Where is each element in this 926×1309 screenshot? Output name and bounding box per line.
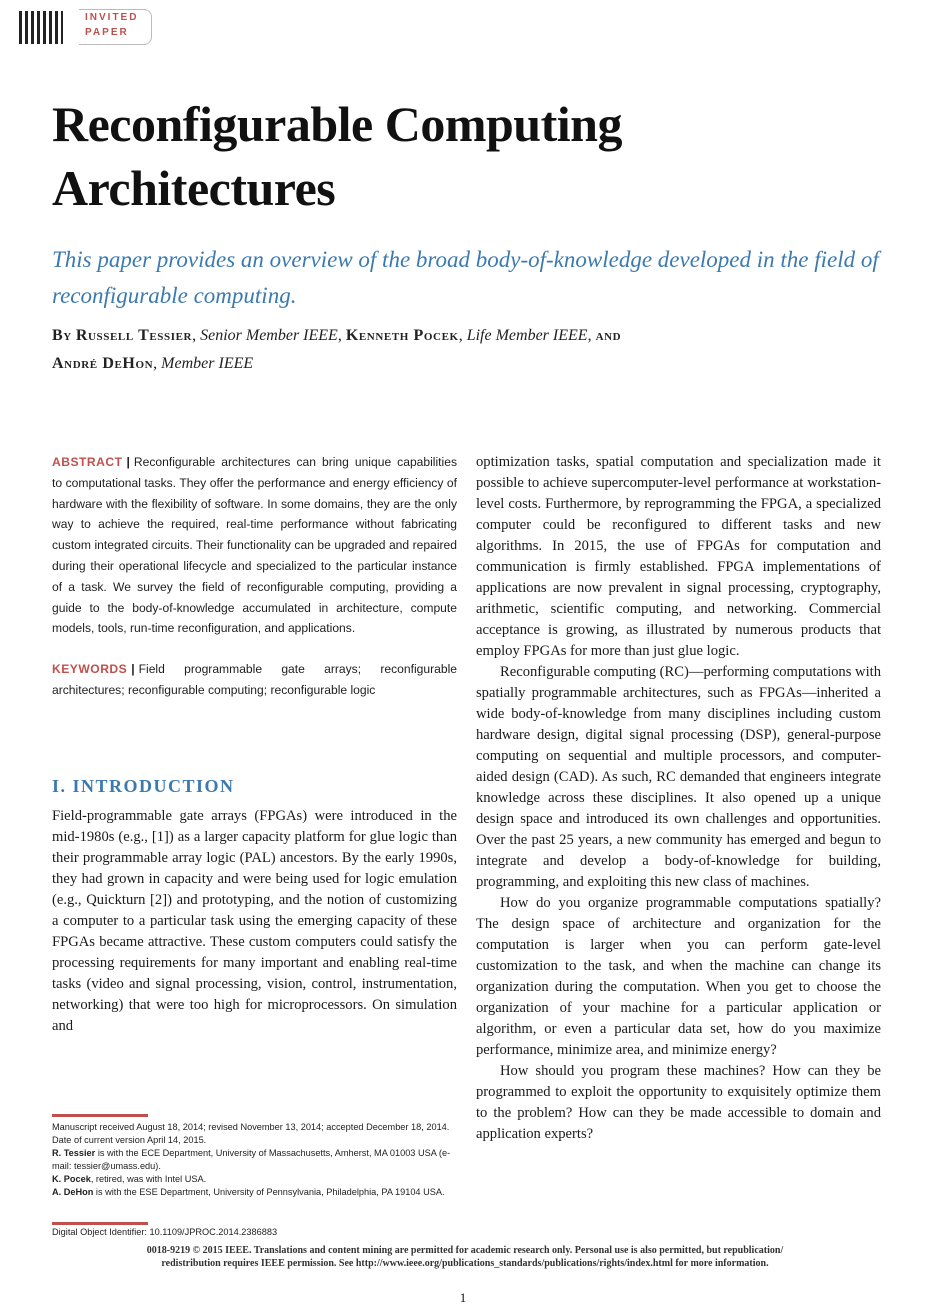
keywords-paragraph xyxy=(52,659,457,701)
footnote-pocek-text: , retired, was with Intel USA. xyxy=(90,1174,207,1184)
footnote-tessier-text: is with the ECE Department, University of Massachusetts, Amherst, MA 01003 USA (e-mail: tessier@umass.edu). xyxy=(52,1148,451,1171)
right-paragraph-4: How should you program these machines? How can they be programmed to exploit the opportunity to exquisitely optimize them to the problem? How can they be made accessible to domain and application experts? xyxy=(476,1063,881,1142)
abstract-label: ABSTRACT xyxy=(52,455,123,469)
author-list: By Russell Tessier, Senior Member IEEE, Kenneth Pocek, Life Member IEEE, and André DeHon, Member IEEE xyxy=(52,327,622,372)
keywords-separator: | xyxy=(131,662,135,677)
right-paragraph-1: optimization tasks, spatial computation and specialization made it possible to achieve supercomputer-level performance at workstation-level costs. Furthermore, by reprogramming the FPGA, a specialized computer could be reconfigured to different tasks and new algorithms. In 2015, the use of FPGAs for computation and communication is firmly established. FPGA implementations of applications are now prevalent in signal processing, cryptography, arithmetic, scientific computing, and networking. Commercial acceptance is growing, as illustrated by numerous products that employ FPGAs for more than just glue logic. xyxy=(476,454,881,659)
copyright-notice xyxy=(100,1244,830,1270)
left-column xyxy=(52,452,457,701)
doi-divider xyxy=(52,1222,148,1225)
abstract-paragraph xyxy=(52,452,457,639)
right-paragraph-2: Reconfigurable computing (RC)—performing computations with spatially programmable architectures, such as FPGAs—inherited a wide body-of-knowledge from many disciplines including custom hardware design, digital signal processing (DSP), general-purpose computing on sequential and multiple processors, and computer-aided design (CAD). As such, RC demanded that engineers integrate knowledge across these disciplines. It also opened up a unique design space and introduced its own challenges and opportunities. Over the past 25 years, a new community has emerged and begun to integrate and develop a body-of-knowledge for building, programming, and exploiting this new class of machines. xyxy=(476,664,881,890)
footnote-divider xyxy=(52,1114,148,1117)
section-heading-introduction: I. INTRODUCTION xyxy=(52,776,235,796)
author-2-affiliation: Life Member IEEE xyxy=(466,327,588,344)
badge-line-1: INVITED xyxy=(85,12,139,23)
intro-paragraph: Field-programmable gate arrays (FPGAs) were introduced in the mid-1980s (e.g., [1]) as a larger capacity platform for glue logic than their programmable array logic (PAL) ancestors. By the early 1990s, they had grown in capacity and were being used for logic emulation (e.g., Quickturn [2]) and prototyping, and the notion of customizing a computer to a particular task using the emerging capacity of these FPGAs became attractive. These custom computers could satisfy the processing requirements for many important and enabling real-time tasks (video and signal processing, vision, control, instrumentation, networking) that were too high for microprocessors. On simulation and xyxy=(52,808,457,1034)
abstract-separator: | xyxy=(126,455,130,469)
abstract-text: Reconfigurable architectures can bring unique capabilities to computational tasks. They offer the performance and energy efficiency of hardware with the flexibility of software. In some domains, they are the only way to achieve the required, real-time performance without fabricating custom integrated circuits. Their functionality can be upgraded and repaired during their operational lifecycle and specialized to the particular instance of a task. We survey the field of reconfigurable computing, providing a guide to the body-of-knowledge accumulated in architecture, compute models, tools, run-time reconfiguration, and applications. xyxy=(52,455,457,636)
author-1-name: Russell Tessier xyxy=(75,327,193,344)
right-paragraph-3: How do you organize programmable computations spatially? The design space of architecture and organization for the computation is larger when you can perform gate-level customization to the task, and when the machine can change its organization during the computation. When you get to choose the organization of your machine for a particular application or algorithm, or even a particular data set, how do you maximize performance, minimize area, and minimize energy? xyxy=(476,895,881,1058)
copyright-line-1: 0018-9219 © 2015 IEEE. Translations and content mining are permitted for academic research only. Personal use is also permitted, but republication/ xyxy=(146,1245,784,1256)
doi-line: Digital Object Identifier: 10.1109/JPROC.2014.2386883 xyxy=(52,1227,278,1237)
footnote-pocek-name: K. Pocek xyxy=(52,1174,91,1184)
right-column xyxy=(476,452,881,1145)
paper-deck: This paper provides an overview of the broad body-of-knowledge developed in the field of reconfigurable computing. xyxy=(52,247,879,308)
footnotes xyxy=(52,1121,457,1199)
footnote-received: Manuscript received August 18, 2014; revised November 13, 2014; accepted December 18, 2014. Date of current version April 14, 2015. xyxy=(52,1122,450,1145)
paper-title: Reconfigurable Computing Architectures xyxy=(52,96,622,216)
footnote-dehon xyxy=(52,1186,457,1199)
barcode-icon xyxy=(19,11,63,44)
author-2-name: Kenneth Pocek xyxy=(345,327,459,344)
keywords-text: Field programmable gate arrays; reconfigurable architectures; reconfigurable computing; reconfigurable logic xyxy=(52,662,457,697)
author-3-affiliation: Member IEEE xyxy=(161,355,254,372)
author-1-affiliation: Senior Member IEEE xyxy=(200,327,338,344)
footnote-pocek xyxy=(52,1173,457,1186)
footnote-dehon-name: A. DeHon xyxy=(52,1187,94,1197)
by-label: By xyxy=(52,327,72,344)
footnote-tessier xyxy=(52,1147,457,1173)
keywords-label: KEYWORDS xyxy=(52,662,128,677)
and-label: and xyxy=(595,327,622,344)
copyright-line-2: redistribution requires IEEE permission. See http://www.ieee.org/publications_standards/publications/rights/index.html for more information. xyxy=(161,1258,769,1269)
page-number: 1 xyxy=(459,1290,467,1305)
footnote-tessier-name: R. Tessier xyxy=(52,1148,96,1158)
author-3-name: André DeHon xyxy=(52,355,154,372)
badge-line-2: PAPER xyxy=(85,27,129,38)
footnote-dehon-text: is with the ESE Department, University of Pennsylvania, Philadelphia, PA 19104 USA. xyxy=(95,1187,445,1197)
invited-paper-badge xyxy=(19,9,139,45)
